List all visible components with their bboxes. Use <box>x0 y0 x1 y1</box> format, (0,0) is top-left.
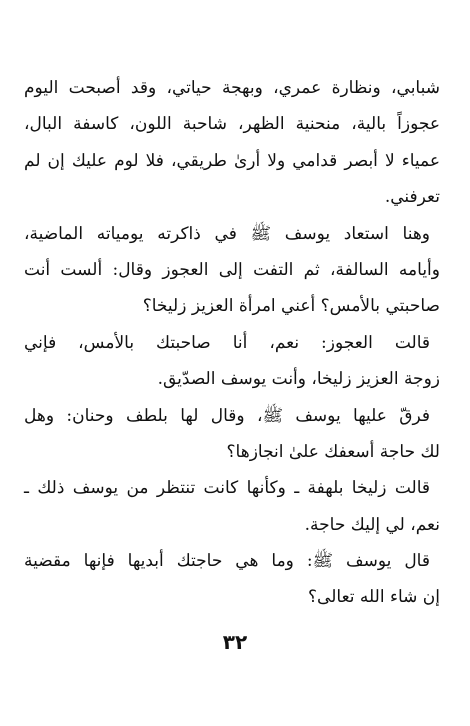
text-line-15: إن شاء الله تعالى؟ <box>308 587 440 608</box>
body-text <box>24 70 440 616</box>
text-line-6: وأيامه السالفة، ثم التفت إلى العجوز وقال: ألست أنت <box>24 259 440 280</box>
text-line-4: تعرفني. <box>384 187 440 208</box>
text-line-9: زوجة العزيز زليخا، وأنت يوسف الصدّيق. <box>157 369 440 390</box>
text-line-3: عمياء لا أبصر قدامي ولا أرىٰ طريقي، فلا لوم عليك إن لم <box>24 150 440 171</box>
text-line-8: قالت العجوز: نعم، أنا صاحبتك بالأمس، فإني <box>24 332 430 353</box>
text-line-5: وهنا استعاد يوسف ﷺ في ذاكرته يومياته الماضية، <box>24 223 430 244</box>
text-line-13: نعم، لي إليك حاجة. <box>304 514 440 535</box>
text-line-11: لك حاجة أسعفك علىٰ انجازها؟ <box>226 441 440 462</box>
text-line-14: قال يوسف ﷺ: وما هي حاجتك أبديها فإنها مقضية <box>24 551 430 572</box>
text-line-12: قالت زليخا بلهفة ـ وكأنها كانت تنتظر من يوسف ذلك ـ <box>24 478 430 499</box>
page-number: ٣٢ <box>222 630 248 654</box>
text-line-1: شبابي، ونظارة عمري، وبهجة حياتي، وقد أصبحت اليوم <box>24 78 440 98</box>
text-line-7: صاحبتي بالأمس؟ أعني امرأة العزيز زليخا؟ <box>142 296 440 317</box>
text-line-2: عجوزاً بالية، منحنية الظهر، شاحبة اللون، كاسفة البال، <box>24 114 440 135</box>
text-line-10: فرقّ عليها يوسف ﷺ، وقال لها بلطف وحنان: وهل <box>24 405 430 426</box>
